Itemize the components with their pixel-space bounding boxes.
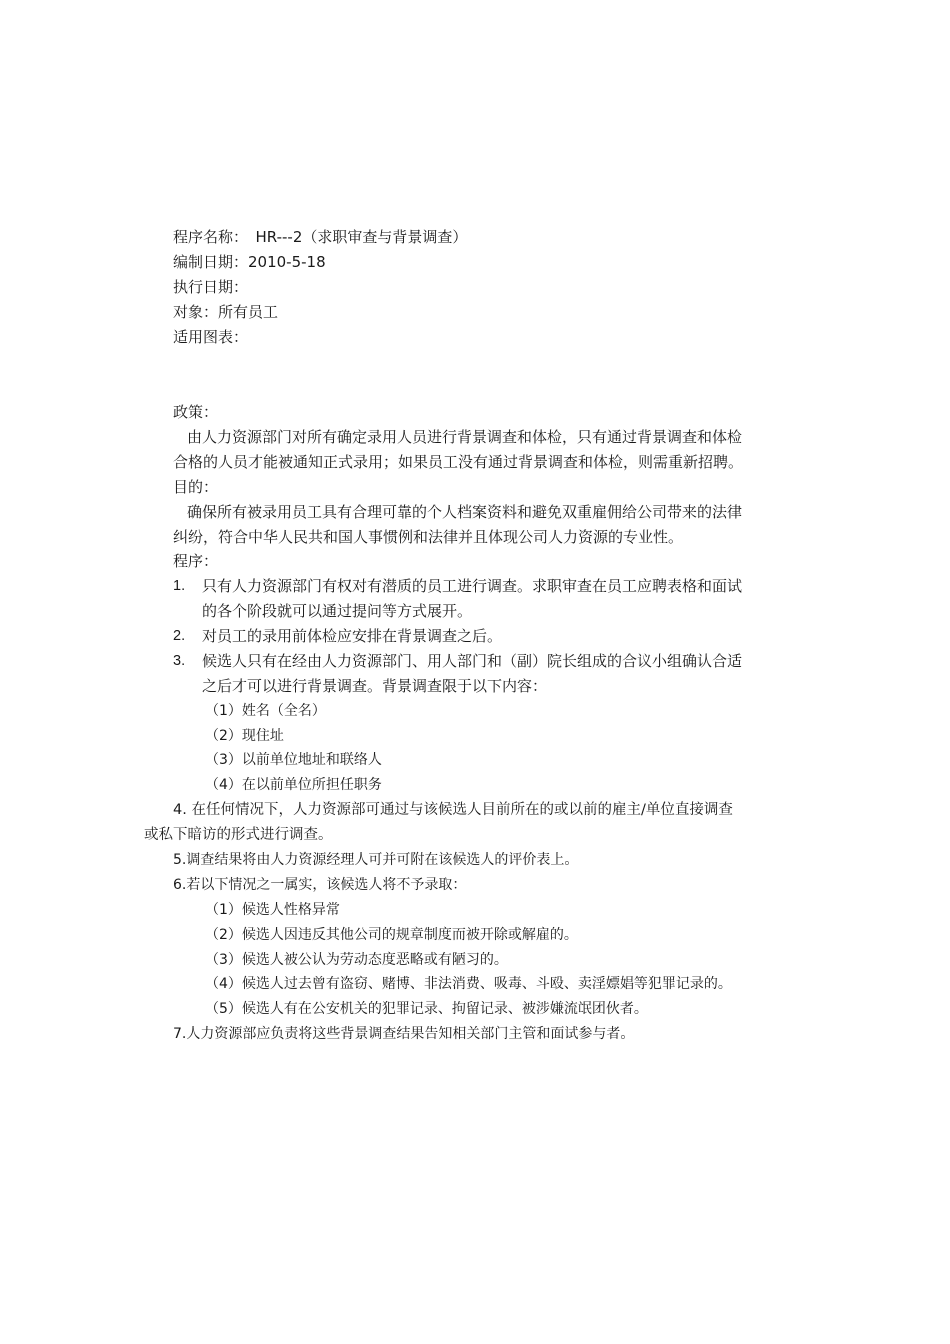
procedure-heading: 程序： bbox=[173, 552, 219, 570]
procedure-item-1-line-1: 只有人力资源部门有权对有潜质的员工进行调查。求职审查在员工应聘表格和面试 bbox=[202, 577, 743, 595]
sub-item-6-2: （2）候选人因违反其他公司的规章制度而被开除或解雇的。 bbox=[205, 927, 578, 943]
purpose-heading: 目的： bbox=[173, 478, 219, 496]
list-number: 3. bbox=[173, 653, 186, 669]
applicable-forms: 适用图表： bbox=[173, 328, 249, 346]
procedure-item-7: 7.人力资源部应负责将这些背景调查结果告知相关部门主管和面试参与者。 bbox=[173, 1026, 635, 1042]
sub-item-6-1: （1）候选人性格异常 bbox=[205, 902, 340, 918]
exec-date: 执行日期： bbox=[173, 278, 249, 296]
procedure-item-5: 5.调查结果将由人力资源经理人可并可附在该候选人的评价表上。 bbox=[173, 852, 579, 868]
list-number: 1. bbox=[173, 578, 186, 594]
target: 对象：所有员工 bbox=[173, 303, 279, 321]
purpose-text-1: 确保所有被录用员工具有合理可靠的个人档案资料和避免双重雇佣给公司带来的法律 bbox=[187, 503, 743, 521]
purpose-text-2: 纠纷，符合中华人民共和国人事惯例和法律并且体现公司人力资源的专业性。 bbox=[173, 528, 684, 546]
sub-item-3-4: （4）在以前单位所担任职务 bbox=[205, 777, 382, 793]
procedure-item-4-line-2: 或私下暗访的形式进行调查。 bbox=[144, 827, 333, 843]
procedure-item-3-line-1: 候选人只有在经由人力资源部门、用人部门和（副）院长组成的合议小组确认合适 bbox=[202, 652, 743, 670]
sub-item-3-2: （2）现住址 bbox=[205, 728, 284, 744]
compile-date: 编制日期：2010-5-18 bbox=[173, 253, 326, 271]
policy-text-1: 由人力资源部门对所有确定录用人员进行背景调查和体检，只有通过背景调查和体检 bbox=[187, 428, 743, 446]
sub-item-6-4: （4）候选人过去曾有盗窃、赌博、非法消费、吸毒、斗殴、卖淫嫖娼等犯罪记录的。 bbox=[205, 976, 732, 992]
procedure-item-3-line-2: 之后才可以进行背景调查。背景调查限于以下内容： bbox=[202, 677, 548, 695]
sub-item-6-3: （3）候选人被公认为劳动态度恶略或有陋习的。 bbox=[205, 952, 508, 968]
sub-item-3-3: （3）以前单位地址和联络人 bbox=[205, 752, 382, 768]
sub-item-3-1: （1）姓名（全名） bbox=[205, 703, 326, 719]
procedure-item-4-line-1: 4. 在任何情况下，人力资源部可通过与该候选人目前所在的或以前的雇主/单位直接调查 bbox=[173, 802, 733, 818]
policy-text-2: 合格的人员才能被通知正式录用；如果员工没有通过背景调查和体检，则需重新招聘。 bbox=[173, 453, 744, 471]
list-number: 2. bbox=[173, 628, 186, 644]
sub-item-6-5: （5）候选人有在公安机关的犯罪记录、拘留记录、被涉嫌流氓团伙者。 bbox=[205, 1001, 648, 1017]
procedure-item-2-line-1: 对员工的录用前体检应安排在背景调查之后。 bbox=[202, 627, 503, 645]
program-name: 程序名称： HR---2（求职审查与背景调查） bbox=[173, 228, 468, 246]
policy-heading: 政策： bbox=[173, 403, 219, 421]
procedure-item-1-line-2: 的各个阶段就可以通过提问等方式展开。 bbox=[202, 602, 473, 620]
procedure-item-6: 6.若以下情况之一属实，该候选人将不予录取： bbox=[173, 877, 467, 893]
